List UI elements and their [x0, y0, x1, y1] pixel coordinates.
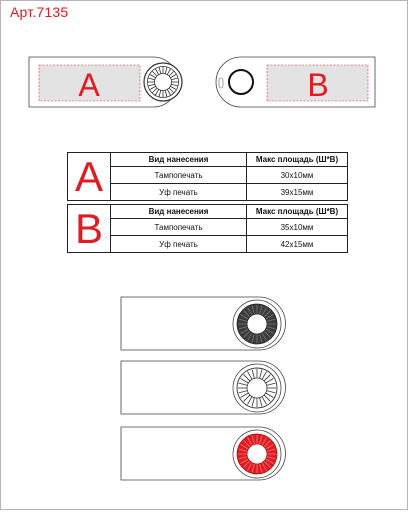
product-variant-red [121, 427, 286, 480]
product-side-a [29, 57, 182, 107]
spec-block-b [67, 204, 348, 253]
cell-method: Тампопечать [111, 167, 247, 184]
table-row [111, 167, 347, 184]
header-area: Макс площадь (Ш*В) [247, 153, 348, 167]
lanyard-slot [219, 78, 223, 88]
product-drawings [1, 1, 409, 511]
header-method: Вид нанесения [111, 205, 247, 219]
zone-label-b: B [307, 67, 329, 103]
print-spec-tables [67, 152, 348, 253]
table-row [111, 236, 347, 253]
product-side-b [216, 57, 375, 107]
product-variant-white [121, 361, 286, 414]
spec-letter-b: B [68, 205, 111, 252]
header-method: Вид нанесения [111, 153, 247, 167]
cell-area: 35x10мм [247, 219, 348, 236]
spec-block-a [67, 152, 348, 201]
table-row [111, 219, 347, 236]
cell-area: 39x15мм [280, 187, 314, 197]
cell-method: Тампопечать [111, 219, 247, 236]
article-number: Арт.7135 [10, 4, 69, 20]
cell-method: Уф печать [111, 236, 247, 253]
table-row [111, 184, 347, 201]
table-header-row [111, 153, 347, 167]
header-area: Макс площадь (Ш*В) [247, 205, 348, 219]
cell-method: Уф печать [111, 184, 247, 201]
table-header-row [111, 205, 347, 219]
spec-table-a [111, 153, 347, 200]
cell-area: 30x10мм [247, 167, 348, 184]
spec-table-b [111, 205, 347, 252]
product-variant-dark [121, 297, 286, 350]
wheel-dial-icon [144, 63, 182, 101]
spec-letter-a: A [68, 153, 111, 200]
zone-label-a: A [78, 67, 100, 103]
cell-area: 42x15мм [280, 239, 314, 249]
